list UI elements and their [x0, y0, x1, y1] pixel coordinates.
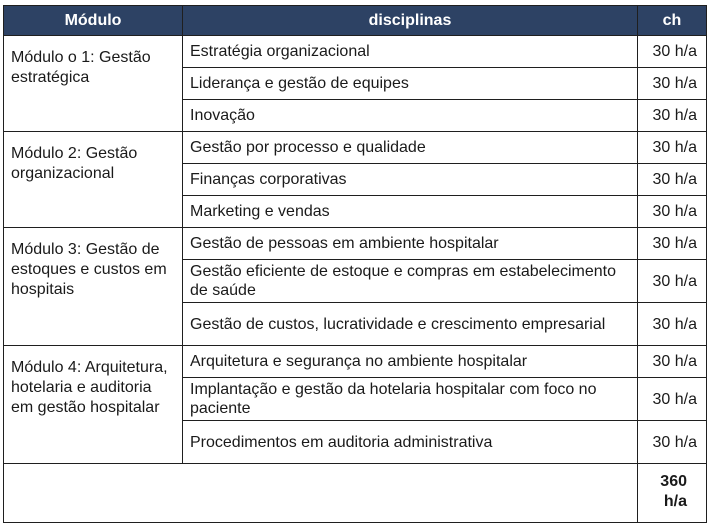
header-disciplinas: disciplinas	[183, 6, 638, 36]
discipline-ch: 30 h/a	[638, 346, 707, 378]
discipline-name: Arquitetura e segurança no ambiente hospitalar	[183, 346, 638, 378]
discipline-ch: 30 h/a	[638, 228, 707, 260]
curriculum-table	[3, 5, 707, 523]
discipline-ch: 30 h/a	[638, 68, 707, 100]
discipline-name-italic: Marketing	[190, 203, 261, 220]
total-ch	[638, 464, 707, 523]
header-row	[4, 6, 707, 36]
total-unit: h/a	[663, 493, 687, 510]
total-row	[4, 464, 707, 523]
discipline-name: Inovação	[183, 100, 638, 132]
discipline-ch: 30 h/a	[638, 303, 707, 346]
module-2-name: Módulo 2: Gestão organizacional	[4, 132, 183, 228]
discipline-ch: 30 h/a	[638, 100, 707, 132]
discipline-name: Estratégia organizacional	[183, 36, 638, 68]
module-3-name: Módulo 3: Gestão de estoques e custos em hospitais	[4, 228, 183, 346]
module-1-name: Módulo o 1: Gestão estratégica	[4, 36, 183, 132]
discipline-ch: 30 h/a	[638, 132, 707, 164]
discipline-name-rest: e vendas	[260, 203, 330, 220]
discipline-name: Liderança e gestão de equipes	[183, 68, 638, 100]
discipline-ch: 30 h/a	[638, 164, 707, 196]
header-modulo: Módulo	[4, 6, 183, 36]
discipline-name: Implantação e gestão da hotelaria hospitalar com foco no paciente	[183, 378, 638, 421]
table-row	[4, 36, 707, 68]
discipline-name: Finanças corporativas	[183, 164, 638, 196]
table-row	[4, 346, 707, 378]
discipline-name: Gestão eficiente de estoque e compras em estabelecimento de saúde	[183, 260, 638, 303]
discipline-ch: 30 h/a	[638, 378, 707, 421]
total-value: 360	[660, 473, 687, 490]
discipline-ch: 30 h/a	[638, 196, 707, 228]
discipline-name: Gestão por processo e qualidade	[183, 132, 638, 164]
total-empty-cell	[4, 464, 638, 523]
discipline-ch: 30 h/a	[638, 36, 707, 68]
module-4-name: Módulo 4: Arquitetura, hotelaria e auditoria em gestão hospitalar	[4, 346, 183, 464]
discipline-ch: 30 h/a	[638, 421, 707, 464]
table-row	[4, 228, 707, 260]
discipline-name: Gestão de custos, lucratividade e crescimento empresarial	[183, 303, 638, 346]
header-ch: ch	[638, 6, 707, 36]
table-row	[4, 132, 707, 164]
discipline-name	[183, 196, 638, 228]
discipline-name: Gestão de pessoas em ambiente hospitalar	[183, 228, 638, 260]
discipline-name: Procedimentos em auditoria administrativa	[183, 421, 638, 464]
discipline-ch: 30 h/a	[638, 260, 707, 303]
